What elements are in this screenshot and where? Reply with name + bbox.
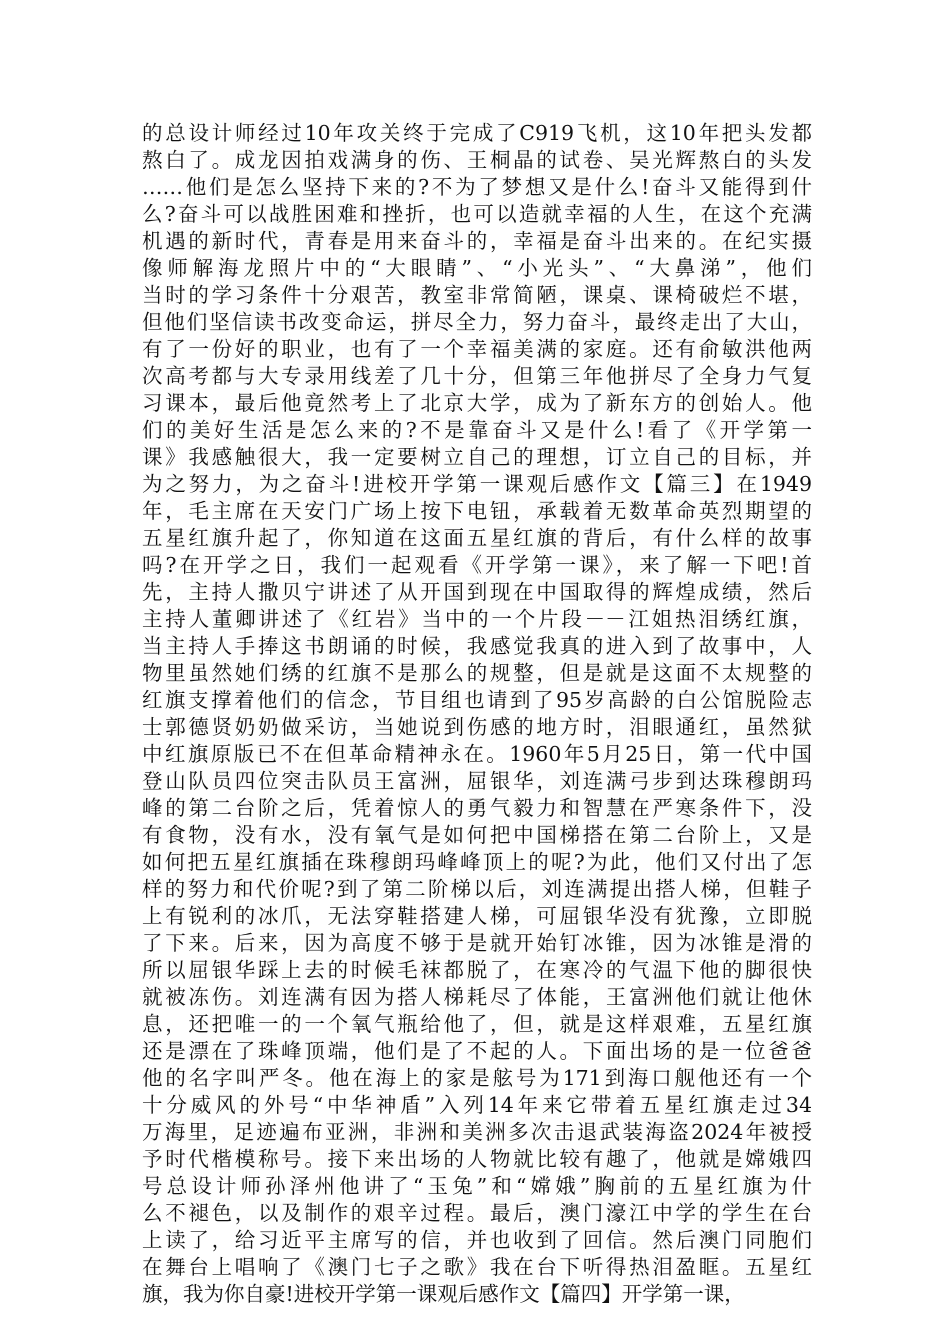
text-line: 号总设计师孙泽州他讲了“玉兔”和“嫦娥”胸前的五星红旗为什 (142, 1174, 812, 1198)
text-line: 了下来。后来，因为高度不够于是就开始钉冰锥，因为冰锥是滑的 (142, 931, 812, 955)
text-line: 有食物，没有水，没有氧气是如何把中国梯搭在第二台阶上，又是 (142, 823, 812, 847)
text-line: 十分威风的外号“中华神盾”入列14年来它带着五星红旗走过34 (142, 1093, 812, 1117)
text-line: 中红旗原版已不在但革命精神永在。1960年5月25日，第一代中国 (142, 742, 812, 766)
text-line: 如何把五星红旗插在珠穆朗玛峰峰顶上的呢?为此，他们又付出了怎 (142, 850, 812, 874)
text-line: 五星红旗升起了，你知道在这面五星红旗的背后，有什么样的故事 (142, 526, 812, 550)
text-line: 当时的学习条件十分艰苦，教室非常简陋，课桌、课椅破烂不堪， (142, 283, 812, 307)
text-line: 主持人董卿讲述了《红岩》当中的一个片段－－江姐热泪绣红旗， (142, 607, 812, 631)
text-line: 么不褪色，以及制作的艰辛过程。最后，澳门濠江中学的学生在台 (142, 1201, 812, 1225)
text-line: 有了一份好的职业，也有了一个幸福美满的家庭。还有俞敏洪他两 (142, 337, 812, 361)
text-line: 息，还把唯一的一个氧气瓶给他了，但，就是这样艰难，五星红旗 (142, 1012, 812, 1036)
text-line: 他的名字叫严冬。他在海上的家是舷号为171到海口舰他还有一个 (142, 1066, 812, 1090)
text-line: 当主持人手捧这书朗诵的时候，我感觉我真的进入到了故事中，人 (142, 634, 812, 658)
text-line: 课》我感触很大，我一定要树立自己的理想，订立自己的目标，并 (142, 445, 812, 469)
text-line: 登山队员四位突击队员王富洲，屈银华，刘连满弓步到达珠穆朗玛 (142, 769, 812, 793)
text-line: 予时代楷模称号。接下来出场的人物就比较有趣了，他就是嫦娥四 (142, 1147, 812, 1171)
text-line: 上有锐利的冰爪，无法穿鞋搭建人梯，可屈银华没有犹豫，立即脱 (142, 904, 812, 928)
text-line: 红旗支撑着他们的信念，节目组也请到了95岁高龄的白公馆脱险志 (142, 688, 812, 712)
text-line: 峰的第二台阶之后，凭着惊人的勇气毅力和智慧在严寒条件下，没 (142, 796, 812, 820)
text-line: 次高考都与大专录用线差了几十分，但第三年他拼尽了全身力气复 (142, 364, 812, 388)
text-line: 吗?在开学之日，我们一起观看《开学第一课》，来了解一下吧!首 (142, 553, 812, 577)
text-line: 就被冻伤。刘连满有因为搭人梯耗尽了体能，王富洲他们就让他休 (142, 985, 812, 1009)
text-line: 在舞台上唱响了《澳门七子之歌》我在台下听得热泪盈眶。五星红 (142, 1255, 812, 1279)
text-line: 物里虽然她们绣的红旗不是那么的规整，但是就是这面不太规整的 (142, 661, 812, 685)
text-line: 上读了，给习近平主席写的信，并也收到了回信。然后澳门同胞们 (142, 1228, 812, 1252)
text-line: 万海里，足迹遍布亚洲，非洲和美洲多次击退武装海盗2024年被授 (142, 1120, 812, 1144)
text-line: 机遇的新时代，青春是用来奋斗的，幸福是奋斗出来的。在纪实摄 (142, 229, 812, 253)
text-line: 习课本，最后他竟然考上了北京大学，成为了新东方的创始人。他 (142, 391, 812, 415)
text-line: 先，主持人撒贝宁讲述了从开国到现在中国取得的辉煌成绩，然后 (142, 580, 812, 604)
text-line: 所以屈银华踩上去的时候毛袜都脱了，在寒冷的气温下他的脚很快 (142, 958, 812, 982)
text-line: 还是漂在了珠峰顶端，他们是了不起的人。下面出场的是一位爸爸 (142, 1039, 812, 1063)
text-line: 像师解海龙照片中的“大眼睛”、“小光头”、“大鼻涕”，他们 (142, 256, 812, 280)
text-line: 为之努力，为之奋斗!进校开学第一课观后感作文【篇三】在1949 (142, 472, 812, 496)
text-line: 士郭德贤奶奶做采访，当她说到伤感的地方时，泪眼通红，虽然狱 (142, 715, 812, 739)
text-line: 年，毛主席在天安门广场上按下电钮，承载着无数革命英烈期望的 (142, 499, 812, 523)
text-line: 样的努力和代价呢?到了第二阶梯以后，刘连满提出搭人梯，但鞋子 (142, 877, 812, 901)
text-line: 的总设计师经过10年攻关终于完成了C919飞机，这10年把头发都 (142, 121, 812, 145)
body-text (142, 120, 812, 1308)
text-line: 们的美好生活是怎么来的?不是靠奋斗又是什么!看了《开学第一 (142, 418, 812, 442)
text-line: 么?奋斗可以战胜困难和挫折，也可以造就幸福的人生，在这个充满 (142, 202, 812, 226)
text-line: ……他们是怎么坚持下来的?不为了梦想又是什么!奋斗又能得到什 (142, 175, 812, 199)
text-line: 旗，我为你自豪!进校开学第一课观后感作文【篇四】开学第一课， (142, 1282, 745, 1306)
text-line: 但他们坚信读书改变命运，拼尽全力，努力奋斗，最终走出了大山， (142, 310, 812, 334)
text-line: 熬白了。成龙因拍戏满身的伤、王桐晶的试卷、吴光辉熬白的头发 (142, 148, 812, 172)
